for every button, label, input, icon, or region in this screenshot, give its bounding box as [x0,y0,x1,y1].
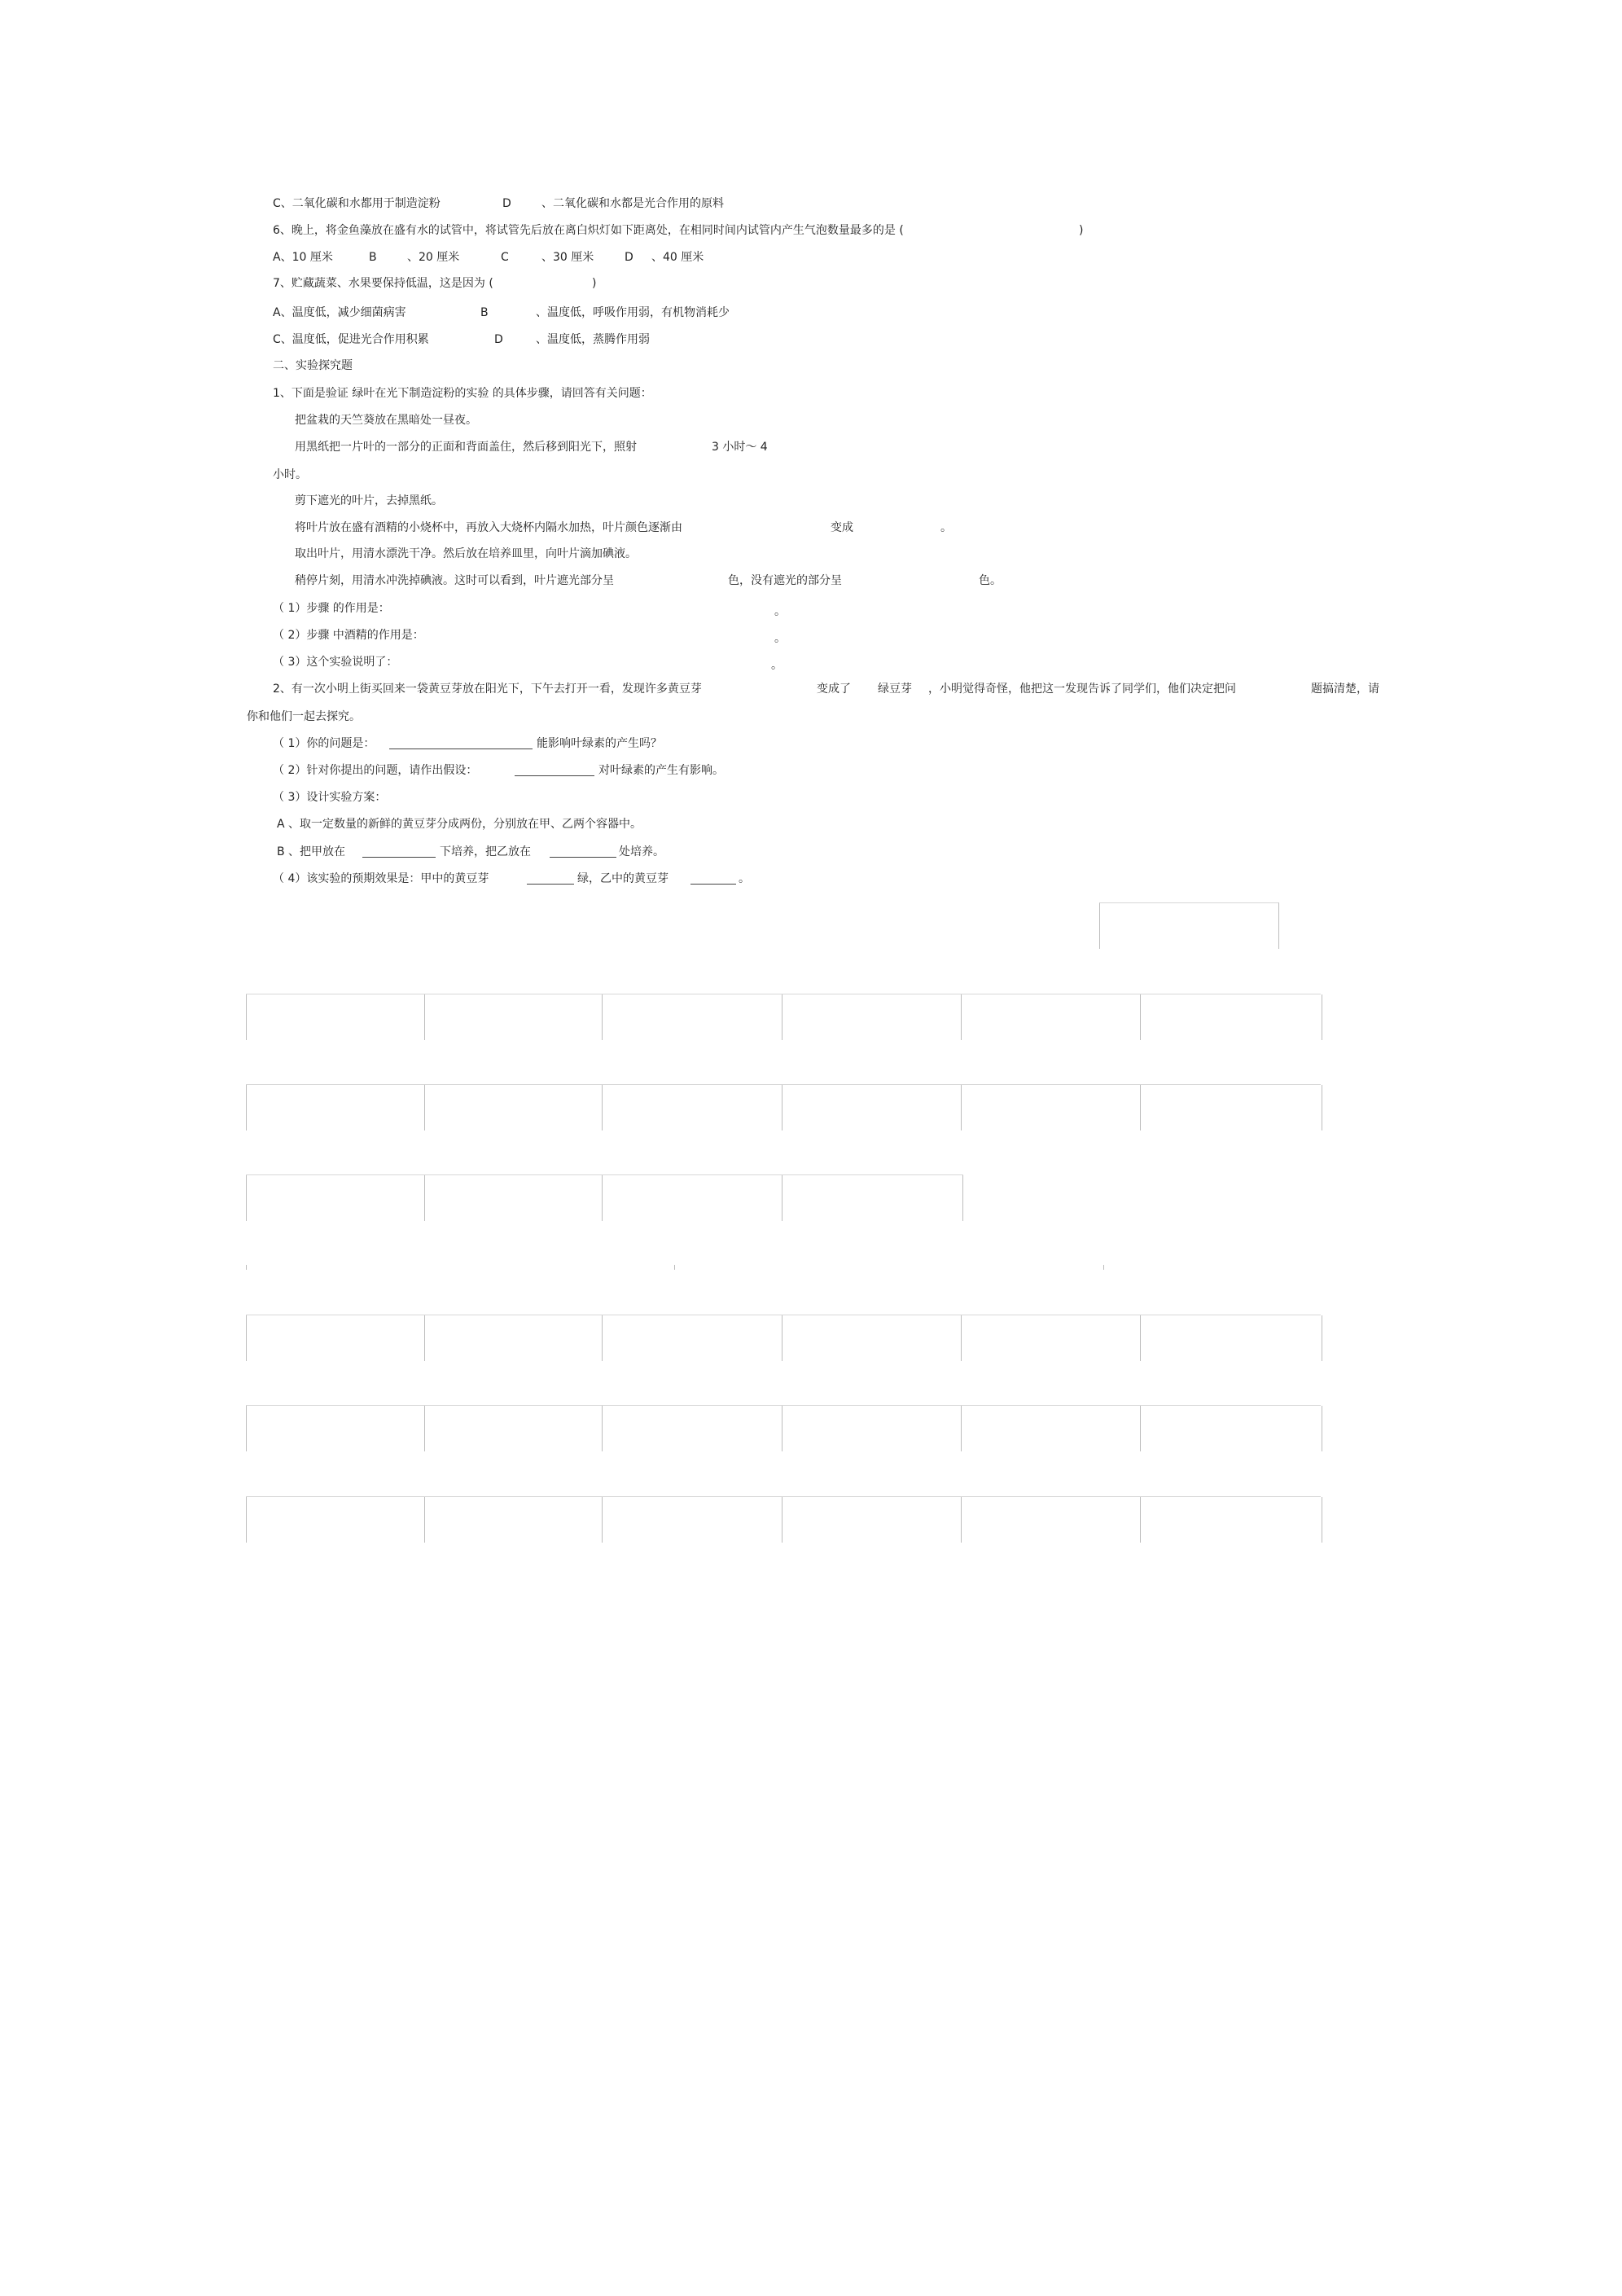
option-b: 、温度低，呼吸作用弱，有机物消耗少 [536,306,730,319]
option-a: A、10 厘米 [273,251,333,264]
section-heading: 二、实验探究题 [273,359,353,372]
answer-grid-row [246,1405,1321,1451]
answer-cell [961,994,1141,1040]
answer-cell [961,1315,1141,1361]
answer-cell [782,1175,963,1221]
text-segment: B 、把甲放在 [277,845,346,858]
answer-cell [246,994,425,1040]
experiment-1-step-3: 剪下遮光的叶片，去掉黑纸。 [295,494,443,507]
option-b-label: B [480,306,489,319]
answer-cell [246,1406,425,1451]
option-d: 、40 厘米 [651,251,704,264]
answer-grid-row [246,1496,1321,1543]
experiment-1-step-5: 取出叶片，用清水漂洗干净。然后放在培养皿里，向叶片滴加碘液。 [295,547,637,560]
answer-cell [602,1406,783,1451]
option-d-label: D [625,251,633,264]
answer-cell [602,1085,783,1130]
text-segment: 6、晚上，将金鱼藻放在盛有水的试管中，将试管先后放在离白炽灯如下距离处，在相同时间内试管内产生气泡数量最多的是 ( [273,224,904,237]
text-segment: （ 2）步骤 中酒精的作用是： [273,629,424,642]
option-b-label: B [369,251,377,264]
answer-cell [782,1085,962,1130]
experiment-1-intro: 1、下面是验证 绿叶在光下制造淀粉的实验 的具体步骤，请回答有关问题： [273,387,652,400]
option-a: A、温度低，减少细菌病害 [273,306,406,319]
text-segment: （ 1）步骤 的作用是： [273,602,390,615]
answer-cell [961,1406,1141,1451]
option-c: 、30 厘米 [541,251,594,264]
answer-cell [246,1497,425,1543]
text-segment: （ 3）这个实验说明了： [273,656,398,669]
text-segment: 绿豆芽 [878,683,912,696]
answer-blank[interactable] [389,737,533,749]
answer-cell [782,1497,962,1543]
text-segment: 。 [771,659,783,672]
text-segment: （ 1）你的问题是： [273,737,375,750]
text-segment: （ 4）该实验的预期效果是：甲中的黄豆芽 [273,872,489,885]
text-segment: 绿，乙中的黄豆芽 [577,872,669,885]
answer-cell [424,994,603,1040]
answer-cell [782,994,962,1040]
option-d-label: D [494,333,503,346]
answer-cell [961,1497,1141,1543]
answer-cell [246,1085,425,1130]
answer-cell [602,994,783,1040]
text-segment: 稍停片刻，用清水冲洗掉碘液。这时可以看到，叶片遮光部分呈 [295,574,614,587]
text-segment: C、二氧化碳和水都用于制造淀粉 [273,197,441,210]
answer-cell [424,1175,603,1221]
text-segment: ) [592,277,597,290]
text-segment: 。 [739,872,750,885]
text-segment: 处培养。 [619,845,664,858]
text-segment: ，小明觉得奇怪，他把这一发现告诉了同学们，他们决定把问 [928,683,1236,696]
text-segment: D [502,197,511,210]
answer-cell [246,1175,425,1221]
tick-mark [1103,1265,1104,1270]
text-segment: 用黑纸把一片叶的一部分的正面和背面盖住，然后移到阳光下，照射 [295,441,637,454]
experiment-2-question-3: （ 3）设计实验方案： [273,791,387,804]
answer-cell [424,1315,603,1361]
text-segment: 2、有一次小明上街买回来一袋黄豆芽放在阳光下，下午去打开一看，发现许多黄豆芽 [273,683,702,696]
answer-box [1099,902,1279,949]
text-segment: 。 [774,605,786,618]
text-segment: 变成了 [817,683,851,696]
answer-grid-row [246,1174,963,1221]
text-segment: 变成 [831,521,853,534]
text-segment: 题搞清楚，请 [1311,683,1379,696]
answer-cell [1140,1085,1322,1130]
text-segment: 7、贮藏蔬菜、水果要保持低温，这是因为 ( [273,277,493,290]
text-segment: 。 [940,521,952,534]
answer-grid-row [246,1084,1321,1130]
text-segment: 色。 [979,574,1002,587]
experiment-2-intro-cont: 你和他们一起去探究。 [247,710,361,723]
text-segment: 、二氧化碳和水都是光合作用的原料 [541,197,724,210]
answer-cell [1140,1406,1322,1451]
answer-cell [602,1497,783,1543]
answer-cell [424,1085,603,1130]
experiment-1-step-1: 把盆栽的天竺葵放在黑暗处一昼夜。 [295,414,477,427]
answer-blank[interactable] [362,845,436,858]
answer-cell [1140,1497,1322,1543]
answer-blank[interactable] [527,872,574,885]
answer-cell [1140,1315,1322,1361]
text-segment: 色，没有遮光的部分呈 [728,574,842,587]
answer-grid-row [246,994,1321,1040]
answer-blank[interactable] [515,764,594,776]
answer-cell [1140,994,1322,1040]
answer-cell [246,1315,425,1361]
answer-cell [961,1085,1141,1130]
experiment-1-step-2-cont: 小时。 [273,468,307,481]
answer-blank[interactable] [690,872,736,885]
text-segment: （ 2）针对你提出的问题，请作出假设： [273,764,478,777]
answer-cell [602,1315,783,1361]
text-segment: ) [1079,224,1084,237]
option-d: 、温度低，蒸腾作用弱 [536,333,650,346]
answer-grid-row [246,1315,1321,1361]
text-segment: 能影响叶绿素的产生吗？ [537,737,662,750]
answer-cell [782,1315,962,1361]
text-segment: 3 小时～ 4 [712,441,768,454]
text-segment: 下培养，把乙放在 [440,845,531,858]
answer-cell [424,1406,603,1451]
answer-cell [602,1175,783,1221]
option-b: 、20 厘米 [407,251,460,264]
text-segment: 。 [774,632,786,645]
answer-cell [424,1497,603,1543]
tick-mark [674,1265,675,1270]
text-segment: 将叶片放在盛有酒精的小烧杯中，再放入大烧杯内隔水加热，叶片颜色逐渐由 [295,521,682,534]
experiment-2-plan-a: A 、取一定数量的新鲜的黄豆芽分成两份，分别放在甲、乙两个容器中。 [277,818,642,831]
option-c: C、温度低，促进光合作用积累 [273,333,429,346]
tick-mark [246,1265,247,1270]
option-c-label: C [501,251,509,264]
answer-blank[interactable] [550,845,616,858]
text-segment: 对叶绿素的产生有影响。 [598,764,724,777]
answer-cell [782,1406,962,1451]
